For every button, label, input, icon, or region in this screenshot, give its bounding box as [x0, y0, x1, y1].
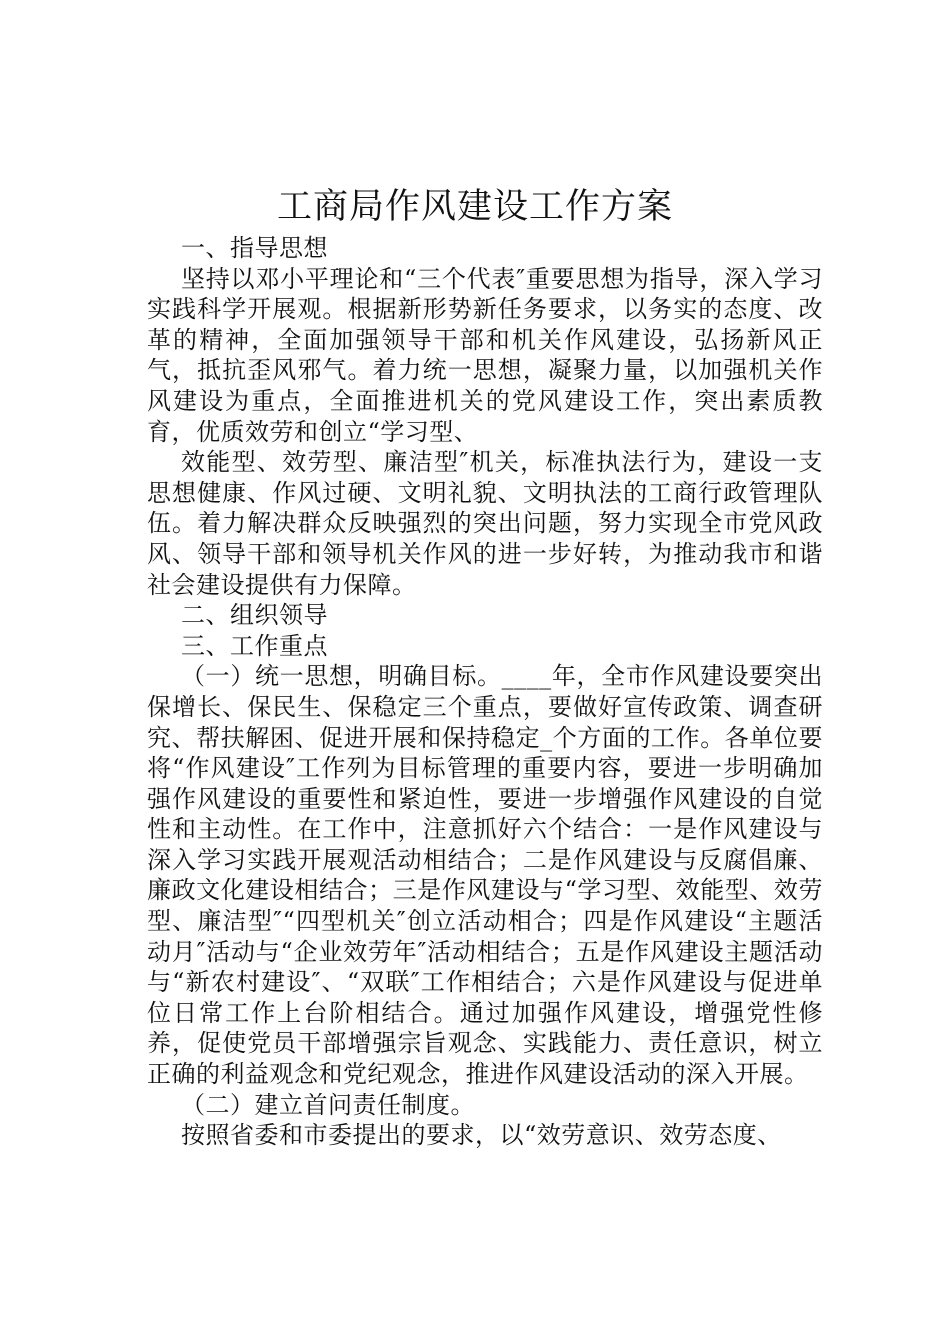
- section-heading-organization: 二、组织领导: [181, 601, 328, 630]
- document-body: [147, 233, 823, 1151]
- document-title: 工商局作风建设工作方案: [276, 187, 673, 227]
- section-heading-guiding-ideology: 一、指导思想: [181, 234, 328, 262]
- paragraph-first-inquiry-responsibility: 按照省委和市委提出的要求，以“效劳意识、效劳态度、: [181, 1121, 782, 1150]
- section-heading-work-focus: 三、工作重点: [181, 631, 328, 660]
- paragraph-unify-thinking: （一）统一思想，明确目标。____年，全市作风建设要突出保增长、保民生、保稳定三个重点，要做好宣传政策、调查研究、帮扶解困、促进开展和保持稳定_个方面的工作。各单位要将“作风建设″工作列为目标管理的重要内容，要进一步明确加强作风建设的重要性和紧迫性，要进一步增强作风建设的自觉性和主动性。在工作中，注意抓好六个结合：一是作风建设与深入学习实践开展观活动相结合；二是作风建设与反腐倡廉、廉政文化建设相结合；三是作风建设与“学习型、效能型、效劳型、廉洁型″“四型机关″创立活动相合；四是作风建设“主题活动月″活动与“企业效劳年″活动相结合；五是作风建设主题活动与“新农村建设″、“双联″工作相结合；六是作风建设与促进单位日常工作上台阶相结合。通过加强作风建设，增强党性修养，促使党员干部增强宗旨观念、实践能力、责任意识，树立正确的利益观念和党纪观念，推进作风建设活动的深入开展。: [147, 662, 823, 1089]
- paragraph-guiding-ideology-1: 坚持以邓小平理论和“三个代表″重要思想为指导，深入学习实践科学开展观。根据新形势新任务要求，以务实的态度、改革的精神，全面加强领导干部和机关作风建设，弘扬新风正气，抵抗歪风邪气。着力统一思想，凝聚力量，以加强机关作风建设为重点，全面推进机关的党风建设工作，突出素质教育，优质效劳和创立“学习型、: [147, 264, 823, 446]
- paragraph-guiding-ideology-2: 效能型、效劳型、廉洁型″机关，标准执法行为，建设一支思想健康、作风过硬、文明礼貌、文明执法的工商行政管理队伍。着力解决群众反映强烈的突出问题，努力实现全市党风政风、领导干部和领导机关作风的进一步好转，为推动我市和谐社会建设提供有力保障。: [147, 448, 823, 599]
- subheading-first-inquiry-responsibility: （二）建立首问责任制度。: [181, 1090, 475, 1119]
